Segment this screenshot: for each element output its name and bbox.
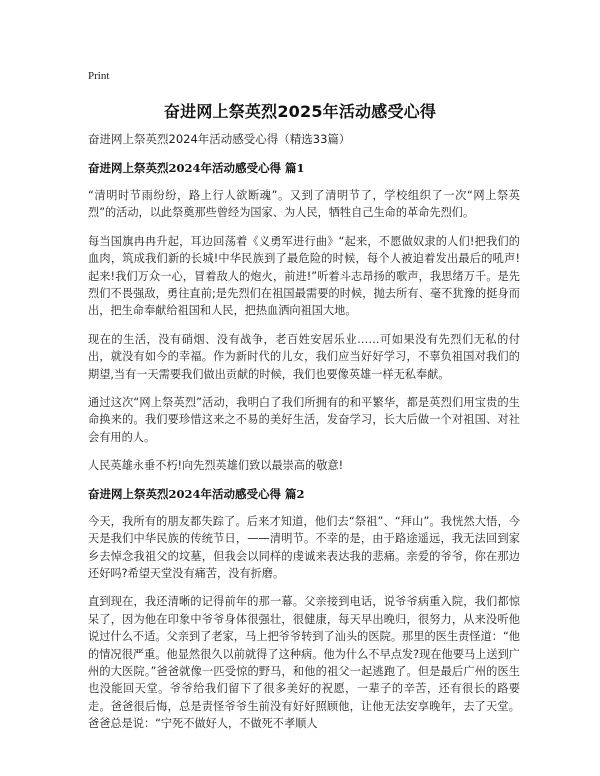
- paragraph: 直到现在，我还清晰的记得前年的那一幕。父亲接到电话，说爷爷病重入院，我们都惊呆了，因为他在印象中爷爷身体很强壮，很健康，每天早出晚归，很努力，从来没听他说过什么不适。父亲到了老家，马上把爷爷转到了汕头的医院。那里的医生责怪道：“他的情况很严重。他显然很久以前就得了这种病。他为什么不早点发?现在他要马上送到广州的大医院。”爸爸就像一匹受惊的野马，和他的祖父一起逃跑了。但是最后广州的医生也没能回天堂。爷爷给我们留下了很多美好的祝愿，一辈子的辛苦，还有很长的路要走。爸爸很后悔，总是责怪爷爷生前没有好好照顾他，让他无法安享晚年，去了天堂。爸爸总是说：“宁死不做好人，不做死不孝顺人: [88, 595, 520, 731]
- section-heading: 奋进网上祭英烈2024年活动感受心得 篇2: [88, 486, 305, 501]
- document-subtitle: 奋进网上祭英烈2024年活动感受心得（精选33篇）: [88, 132, 351, 146]
- paragraph: 今天，我所有的朋友都失踪了。后来才知道，他们去“祭祖”、“拜山”。我恍然大悟，今天是我们中华民族的传统节日，——清明节。不幸的是，由于路途遥远，我无法回到家乡去悼念我祖父的坟墓，但我会以同样的虔诚来表达我的悲痛。亲爱的爷爷，你在那边还好吗?希望天堂没有痛苦，没有折磨。: [88, 514, 520, 580]
- print-link[interactable]: Print: [88, 70, 110, 82]
- article-body: [88, 160, 520, 744]
- section-heading: 奋进网上祭英烈2024年活动感受心得 篇1: [88, 161, 305, 175]
- paragraph: 现在的生活，没有硝烟、没有战争，老百姓安居乐业……可如果没有先烈们无私的付出，就没有如今的幸福。作为新时代的儿女，我们应当好好学习，不辜负祖国对我们的期望,当有一天需要我们做出贡献的时候，我们也要像英雄一样无私奉献。: [88, 332, 520, 381]
- paragraph: 人民英雄永垂不朽!向先烈英雄们致以最崇高的敬意!: [88, 459, 344, 473]
- paragraph: “清明时节雨纷纷，路上行人欲断魂”。又到了清明节了，学校组织了一次“网上祭英烈”的活动，以此祭奠那些曾经为国家、为人民，牺牲自己生命的革命先烈们。: [88, 189, 520, 220]
- paragraph: 通过这次“网上祭英烈”活动，我明白了我们所拥有的和平繁华，都是英烈们用宝贵的生命换来的。我们要珍惜这来之不易的美好生活，发奋学习，长大后做一个对祖国、对社会有用的人。: [88, 396, 520, 444]
- paragraph: 每当国旗冉冉升起，耳边回荡着《义勇军进行曲》“起来，不愿做奴隶的人们!把我们的血肉，筑成我们新的长城!中华民族到了最危险的时候，每个人被迫着发出最后的吼声!起来!我们万众一心，冒着敌人的炮火，前进!”听着斗志昂扬的歌声，我思绪万千。是先烈们不畏强敌，勇往直前;是先烈们在祖国最需要的时候，抛去所有、毫不犹豫的挺身而出，把生命奉献给祖国和人民，把热血洒向祖国大地。: [88, 234, 520, 318]
- page-title: 奋进网上祭英烈2025年活动感受心得: [163, 102, 437, 121]
